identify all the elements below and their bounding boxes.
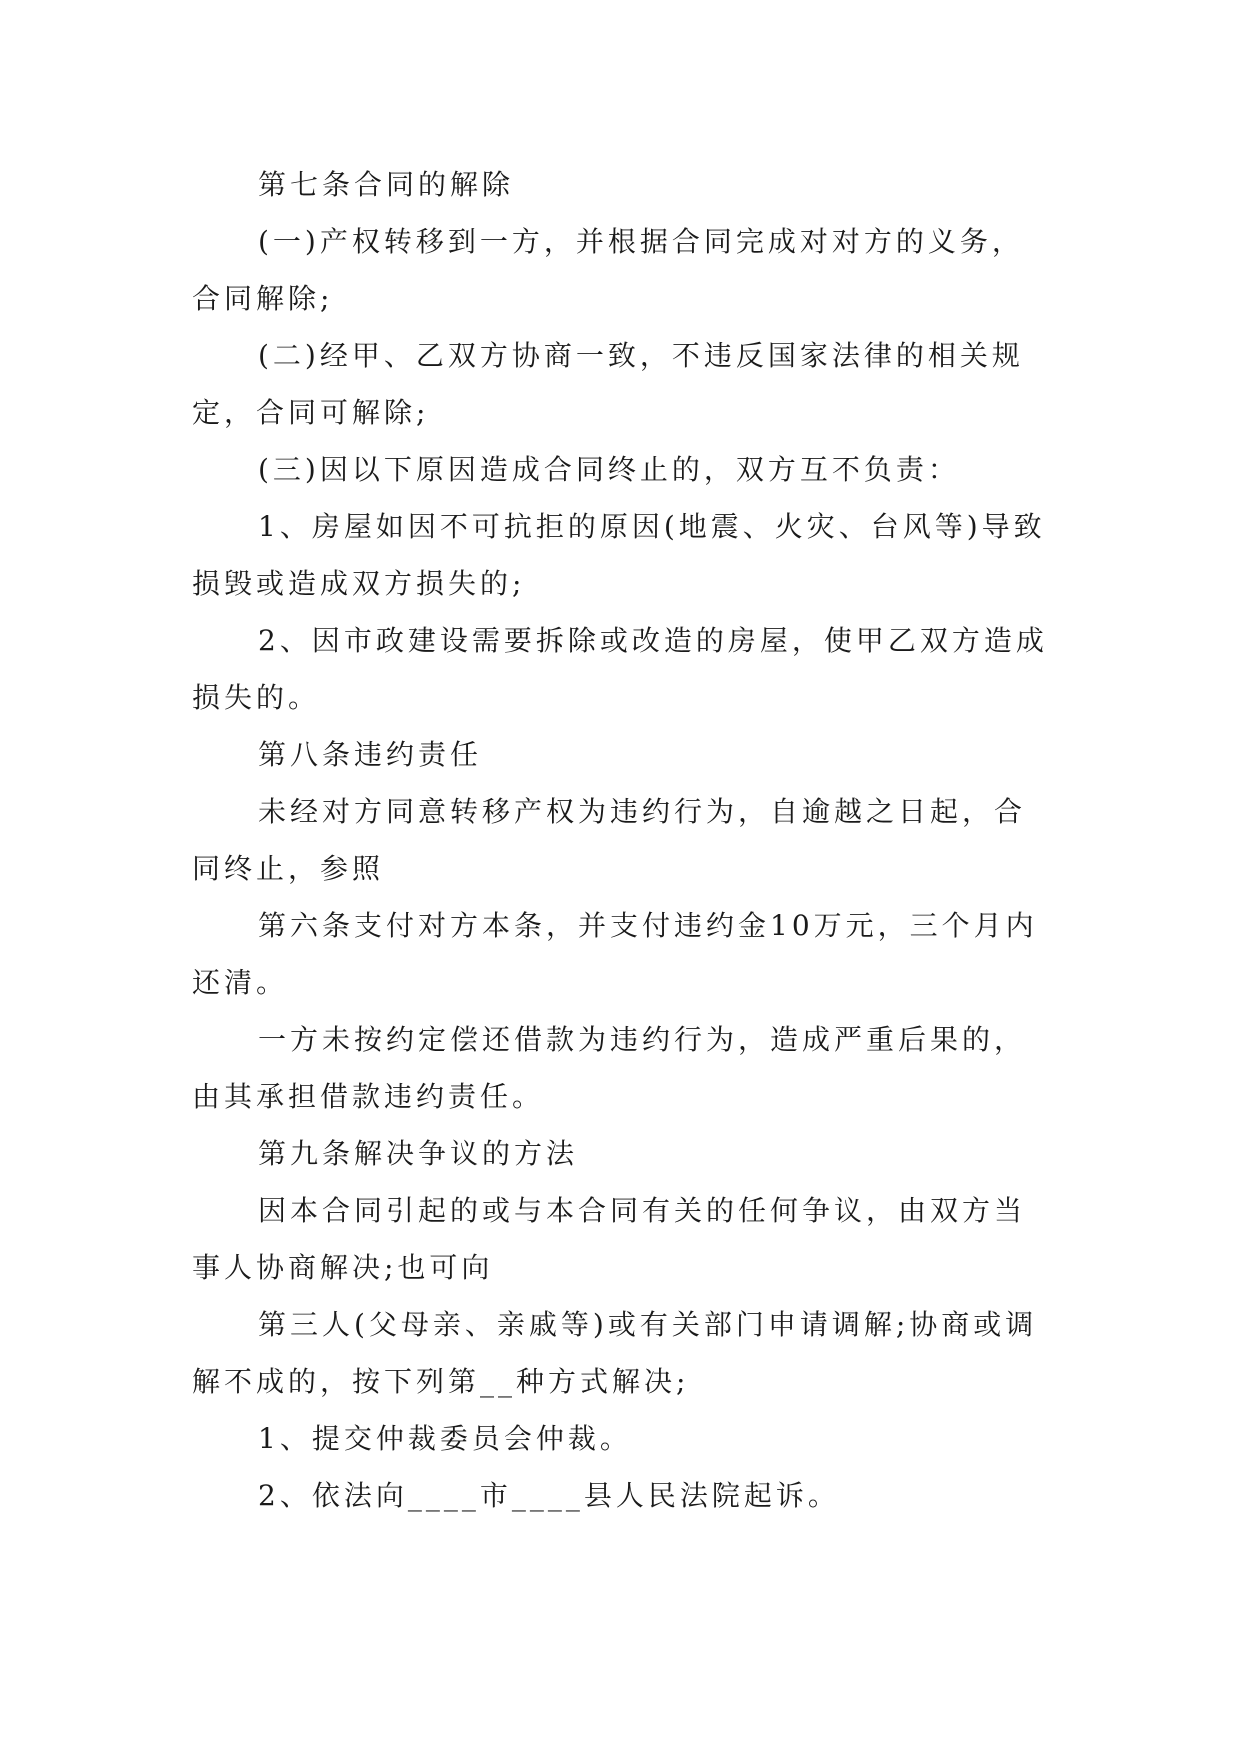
clause-paragraph: 未经对方同意转移产权为违约行为，自逾越之日起，合同终止，参照 [192, 795, 1027, 885]
clause-paragraph: 2、因市政建设需要拆除或改造的房屋，使甲乙双方造成损失的。 [192, 624, 1048, 714]
clause-paragraph: (三)因以下原因造成合同终止的，双方互不负责： [258, 453, 960, 486]
clause-paragraph: 第三人(父母亲、亲戚等)或有关部门申请调解;协商或调解不成的，按下列第__种方式解决; [192, 1308, 1038, 1398]
clause-paragraph: (一)产权转移到一方，并根据合同完成对对方的义务，合同解除; [192, 225, 1024, 315]
clause-paragraph: 1、提交仲裁委员会仲裁。 [258, 1422, 632, 1455]
clause-paragraph: 一方未按约定偿还借款为违约行为，造成严重后果的，由其承担借款违约责任。 [192, 1023, 1027, 1113]
clause-paragraph: (二)经甲、乙双方协商一致，不违反国家法律的相关规定，合同可解除; [192, 339, 1024, 429]
clause-paragraph: 因本合同引起的或与本合同有关的任何争议，由双方当事人协商解决;也可向 [192, 1194, 1027, 1284]
document-body [192, 156, 1054, 1524]
section-heading-9: 第九条解决争议的方法 [258, 1137, 579, 1170]
section-heading-7: 第七条合同的解除 [258, 168, 515, 201]
clause-paragraph: 第六条支付对方本条，并支付违约金10万元，三个月内还清。 [192, 909, 1038, 999]
clause-paragraph: 1、房屋如因不可抗拒的原因(地震、火灾、台风等)导致损毁或造成双方损失的; [192, 510, 1046, 600]
clause-paragraph: 2、依法向____市____县人民法院起诉。 [258, 1479, 840, 1512]
section-heading-8: 第八条违约责任 [258, 738, 483, 771]
